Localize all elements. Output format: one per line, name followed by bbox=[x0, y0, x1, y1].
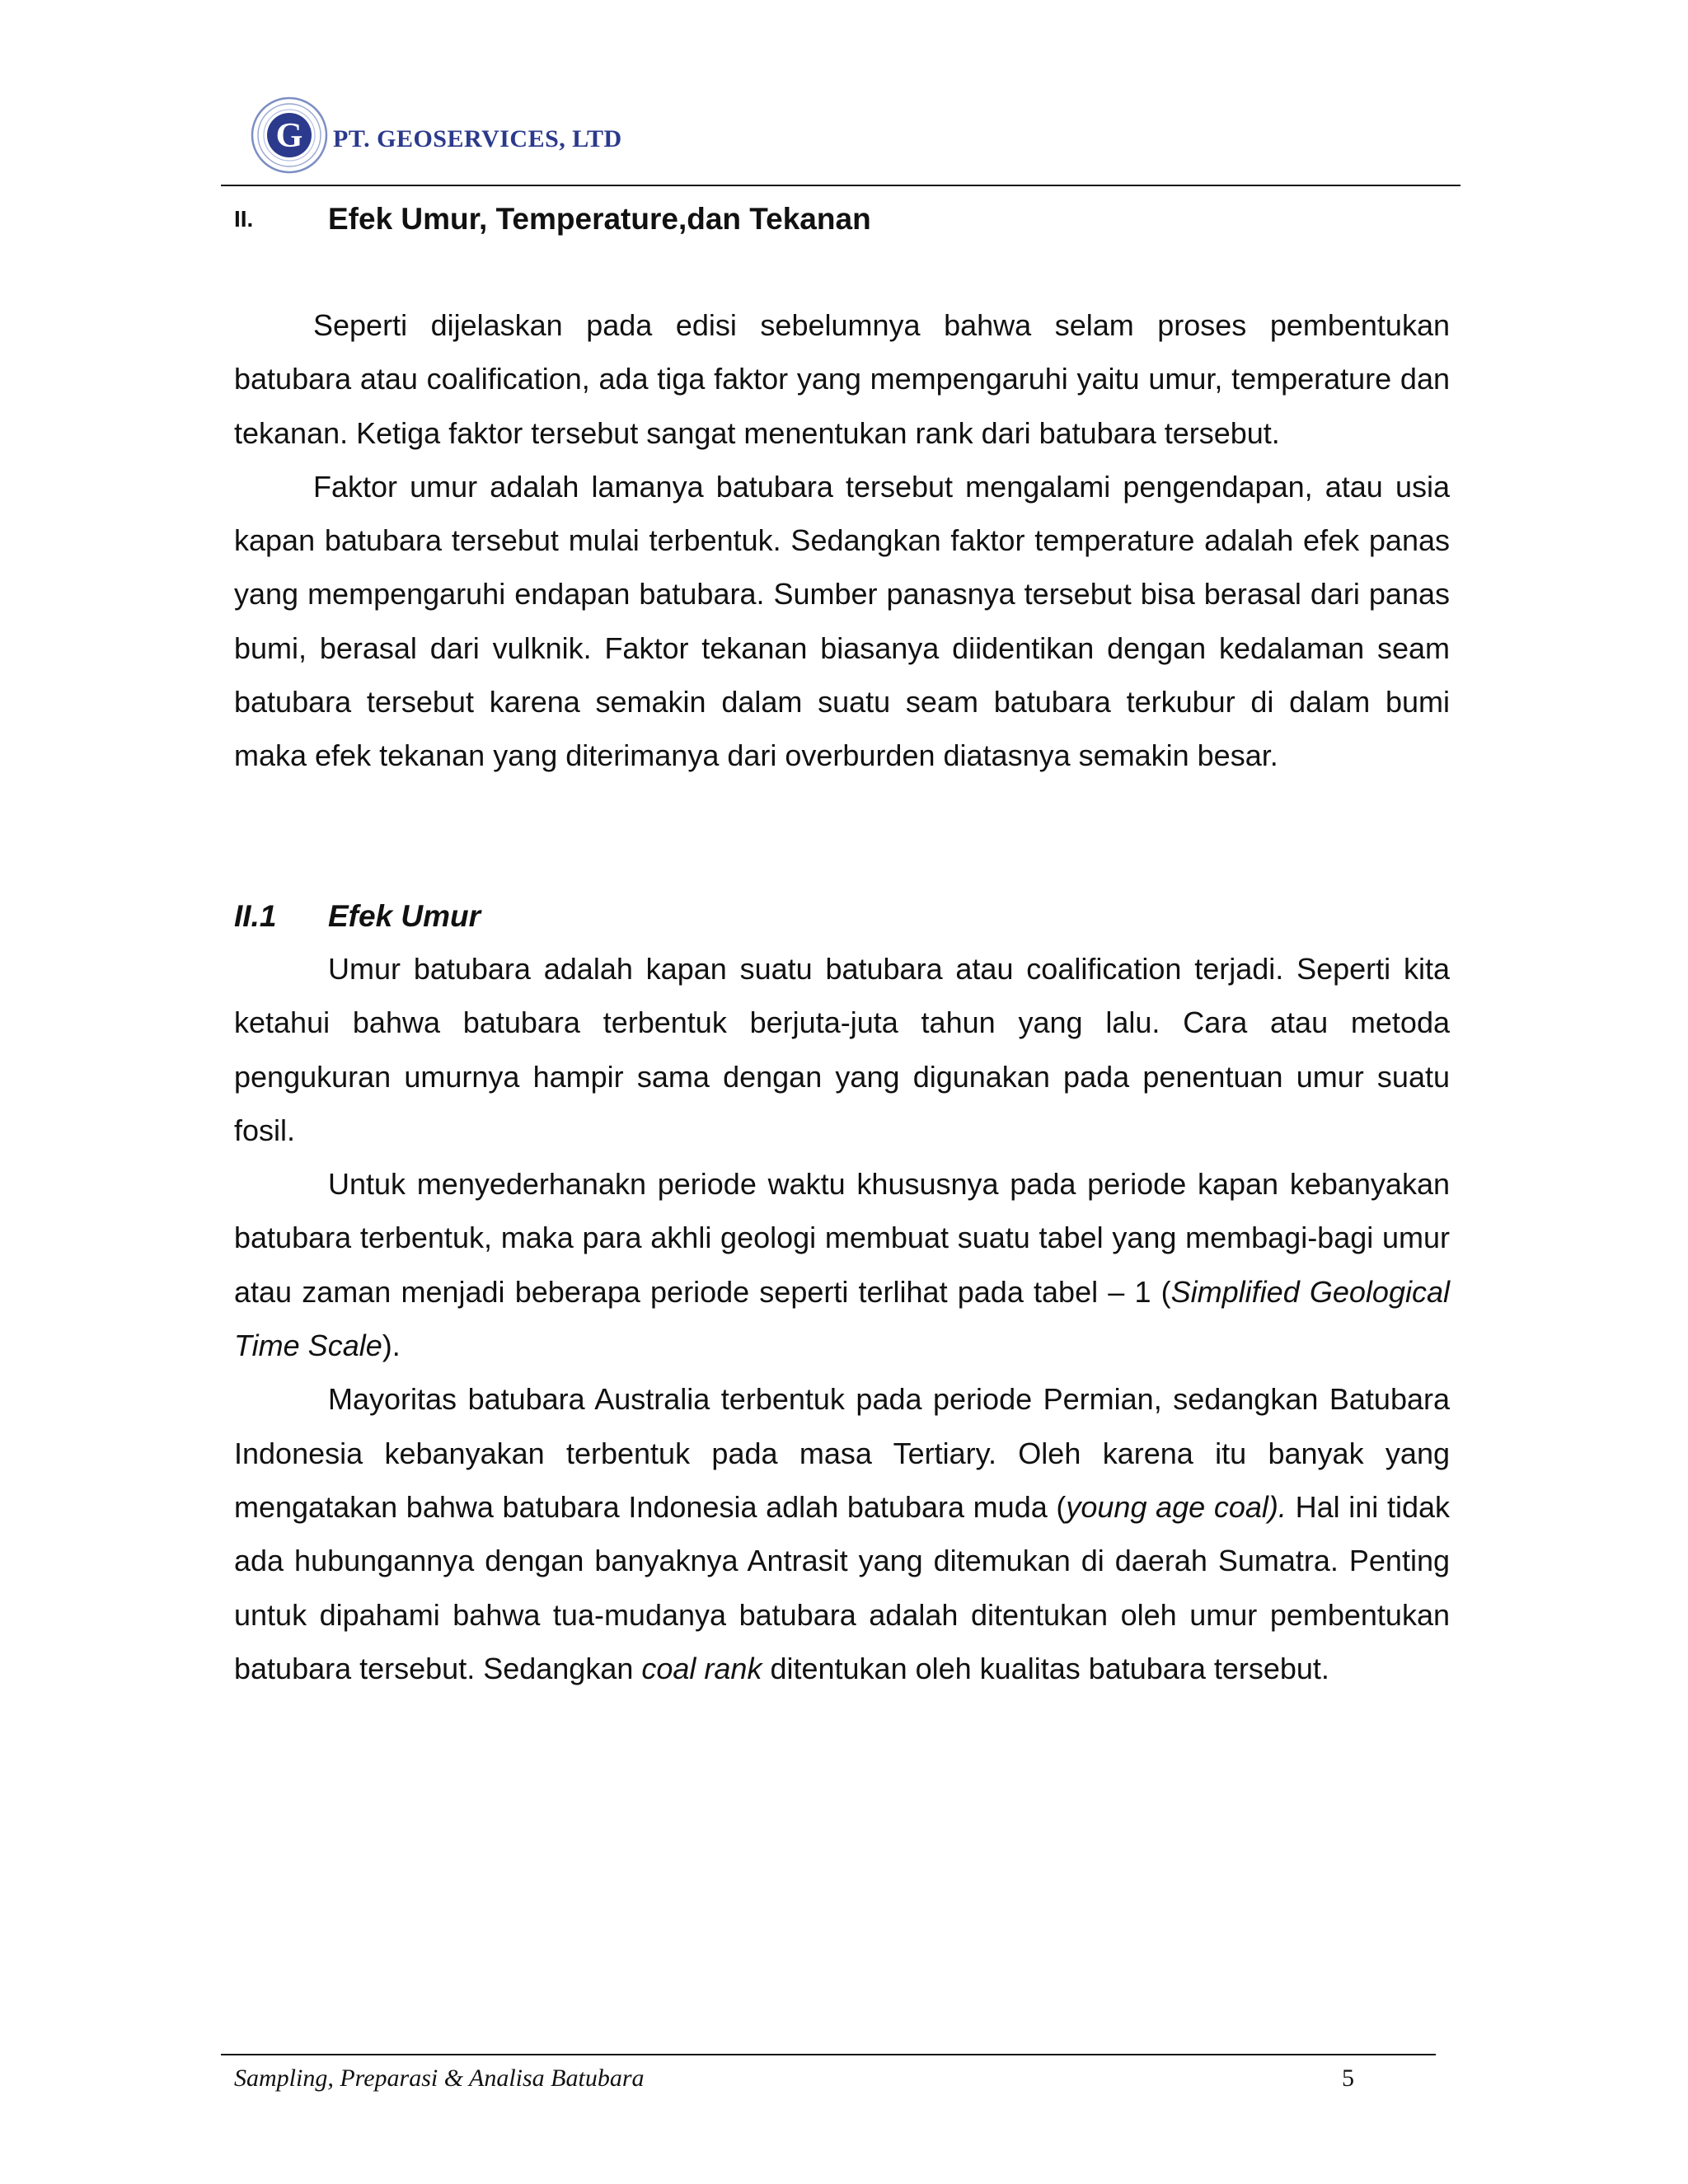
paragraph bbox=[234, 1372, 1450, 1695]
section-body bbox=[234, 298, 1450, 783]
subsection-body bbox=[234, 942, 1450, 1695]
section-number: II. bbox=[234, 206, 254, 232]
italic-text: coal rank bbox=[641, 1651, 762, 1685]
text-run: Faktor umur adalah lamanya batubara tersebut mengalami pengendapan, atau usia kapan batubara tersebut mulai terbentuk. Sedangkan faktor temperature adalah efek panas yang mempengaruhi endapan batubara. Sumber panasnya tersebut bisa berasal dari panas bumi, berasal dari vulknik. Faktor tekanan biasanya diidentikan dengan kedalaman seam batubara tersebut karena semakin dalam suatu seam batubara terkubur di dalam bumi maka efek tekanan yang diterimanya dari overburden diatasnya semakin besar. bbox=[234, 469, 1450, 773]
paragraph bbox=[234, 942, 1450, 1157]
page-number: 5 bbox=[1342, 2064, 1354, 2092]
company-logo bbox=[250, 96, 329, 175]
footer-document-title: Sampling, Preparasi & Analisa Batubara bbox=[234, 2064, 645, 2092]
paragraph bbox=[234, 460, 1450, 783]
section-title: Efek Umur, Temperature,dan Tekanan bbox=[328, 202, 871, 236]
subsection-title: Efek Umur bbox=[328, 899, 481, 933]
italic-text: young age coal). bbox=[1066, 1489, 1287, 1524]
text-run: Umur batubara adalah kapan suatu batubara atau coalification terjadi. Seperti kita ketahui bahwa batubara terbentuk berjuta-juta tahun yang lalu. Cara atau metoda pengukuran umurnya hampir sama dengan yang digunakan pada penentuan umur suatu fosil. bbox=[234, 952, 1450, 1147]
company-name: PT. GEOSERVICES, LTD bbox=[333, 125, 622, 152]
logo-letter: G bbox=[275, 117, 303, 155]
text-run: ). bbox=[382, 1329, 401, 1363]
geoservices-logo-icon bbox=[250, 96, 329, 175]
text-run: Mayoritas batubara Australia terbentuk pada periode Permian, sedangkan Batubara Indonesia kebanyakan terbentuk pada masa Tertiary. Oleh karena itu banyak yang mengatakan bahwa batubara Indonesia adlah batubara muda ( bbox=[234, 1382, 1450, 1524]
paragraph bbox=[234, 298, 1450, 460]
text-run: Hal ini tidak ada hubungannya dengan banyaknya Antrasit yang ditemukan di daerah Sumatra. Penting untuk dipahami bahwa tua-mudanya batubara adalah ditentukan oleh umur pembentukan batubara tersebut. Sedangkan bbox=[234, 1489, 1451, 1685]
footer-divider bbox=[221, 2054, 1436, 2055]
header-divider bbox=[221, 185, 1461, 186]
text-run: ditentukan oleh kualitas batubara tersebut. bbox=[762, 1651, 1329, 1685]
italic-text: Simplified Geological Time Scale bbox=[234, 1274, 1450, 1363]
subsection-number: II.1 bbox=[234, 899, 277, 933]
text-run: Seperti dijelaskan pada edisi sebelumnya bahwa selam proses pembentukan batubara atau coalification, ada tiga faktor yang mempengaruhi yaitu umur, temperature dan tekanan. Ketiga faktor tersebut sangat menentukan rank dari batubara tersebut. bbox=[234, 308, 1450, 450]
paragraph bbox=[234, 1157, 1450, 1372]
text-run: Untuk menyederhanakn periode waktu khususnya pada periode kapan kebanyakan batubara terbentuk, maka para akhli geologi membuat suatu tabel yang membagi-bagi umur atau zaman menjadi beberapa periode seperti terlihat pada tabel – 1 ( bbox=[234, 1167, 1450, 1309]
